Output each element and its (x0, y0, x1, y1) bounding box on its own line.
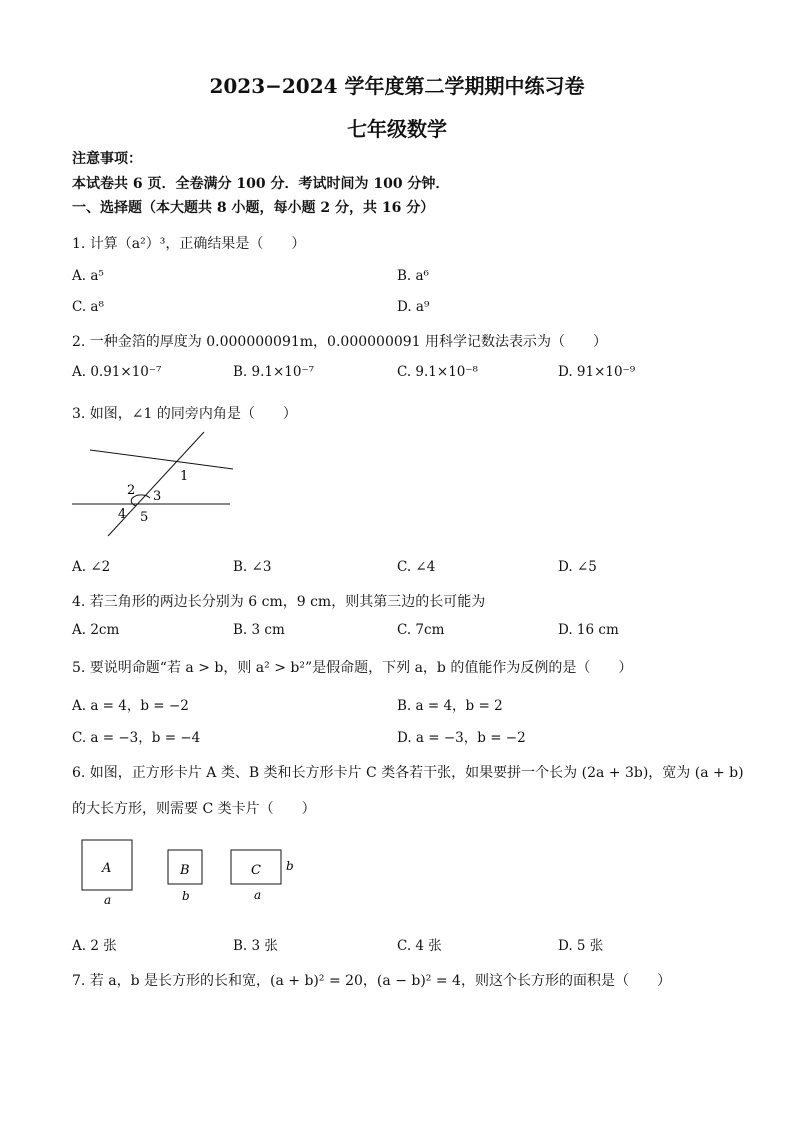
top-line (90, 450, 233, 469)
question-3-option-a: A. ∠2 (72, 559, 111, 575)
question-4-option-c: C. 7cm (397, 622, 445, 638)
question-2-option-a: A. 0.91×10⁻⁷ (72, 364, 162, 380)
section-heading: 一、选择题（本大题共 8 小题，每小题 2 分，共 16 分） (72, 200, 435, 216)
question-2-option-d: D. 91×10⁻⁹ (558, 364, 636, 380)
question-4-stem: 4. 若三角形的两边长分别为 6 cm，9 cm，则其第三边的长可能为 (72, 594, 486, 610)
notes-heading: 注意事项： (72, 151, 142, 167)
question-2-stem: 2. 一种金箔的厚度为 0.000000091m，0.000000091 用科学记数法表示为（ ） (72, 334, 608, 350)
label-4: 4 (118, 507, 127, 522)
question-4-option-d: D. 16 cm (558, 622, 619, 638)
notes-line: 本试卷共 6 页．全卷满分 100 分．考试时间为 100 分钟． (72, 176, 450, 192)
question-4-option-b: B. 3 cm (233, 622, 285, 638)
label-1: 1 (180, 469, 189, 484)
question-5-option-d: D. a = −3，b = −2 (397, 730, 526, 746)
page-title: 2023−2024 学年度第二学期期中练习卷 (209, 74, 585, 98)
question-5-option-c: C. a = −3，b = −4 (72, 730, 201, 746)
question-3-option-c: C. ∠4 (397, 559, 436, 575)
question-6-stem-continued: 的大长方形，则需要 C 类卡片（ ） (72, 801, 316, 817)
page-subtitle: 七年级数学 (347, 117, 447, 141)
card-a-label: A (102, 861, 112, 876)
question-6-option-c: C. 4 张 (397, 938, 442, 954)
question-2-option-b: B. 9.1×10⁻⁷ (233, 364, 314, 380)
question-6-option-b: B. 3 张 (233, 938, 278, 954)
label-2: 2 (127, 483, 136, 498)
question-2-option-c: C. 9.1×10⁻⁸ (397, 364, 478, 380)
question-6-stem: 6. 如图，正方形卡片 A 类、B 类和长方形卡片 C 类各若干张，如果要拼一个长为 (2a + 3b)，宽为 (a + b) (72, 765, 744, 781)
question-1-stem: 1. 计算（a²）³，正确结果是（ ） (72, 236, 306, 252)
question-6-figure (78, 836, 308, 908)
question-7-stem: 7. 若 a，b 是长方形的长和宽，(a + b)² = 20，(a − b)² = 4，则这个长方形的面积是（ ） (72, 973, 671, 989)
card-b-side-label: b (182, 889, 190, 903)
question-3-option-d: D. ∠5 (558, 559, 597, 575)
question-5-option-a: A. a = 4，b = −2 (72, 698, 189, 714)
card-c-width-label: b (286, 859, 294, 873)
card-c-length-label: a (254, 888, 262, 902)
question-1-option-b: B. a⁶ (397, 268, 429, 284)
question-3-option-b: B. ∠3 (233, 559, 272, 575)
question-6-option-a: A. 2 张 (72, 938, 117, 954)
label-3: 3 (153, 489, 162, 504)
question-5-option-b: B. a = 4，b = 2 (397, 698, 503, 714)
question-5-stem: 5. 要说明命题“若 a > b，则 a² > b²”是假命题，下列 a，b 的值能作为反例的是（ ） (72, 660, 633, 676)
question-1-option-a: A. a⁵ (72, 268, 104, 284)
question-3-stem: 3. 如图，∠1 的同旁内角是（ ） (72, 406, 297, 422)
question-1-option-d: D. a⁹ (397, 299, 430, 315)
label-5: 5 (140, 510, 149, 525)
question-1-option-c: C. a⁸ (72, 299, 104, 315)
question-4-option-a: A. 2cm (72, 622, 120, 638)
question-6-option-d: D. 5 张 (558, 938, 604, 954)
card-b-label: B (180, 863, 190, 878)
card-a-side-label: a (104, 893, 112, 907)
card-c-label: C (251, 863, 261, 878)
question-3-figure (70, 428, 240, 540)
